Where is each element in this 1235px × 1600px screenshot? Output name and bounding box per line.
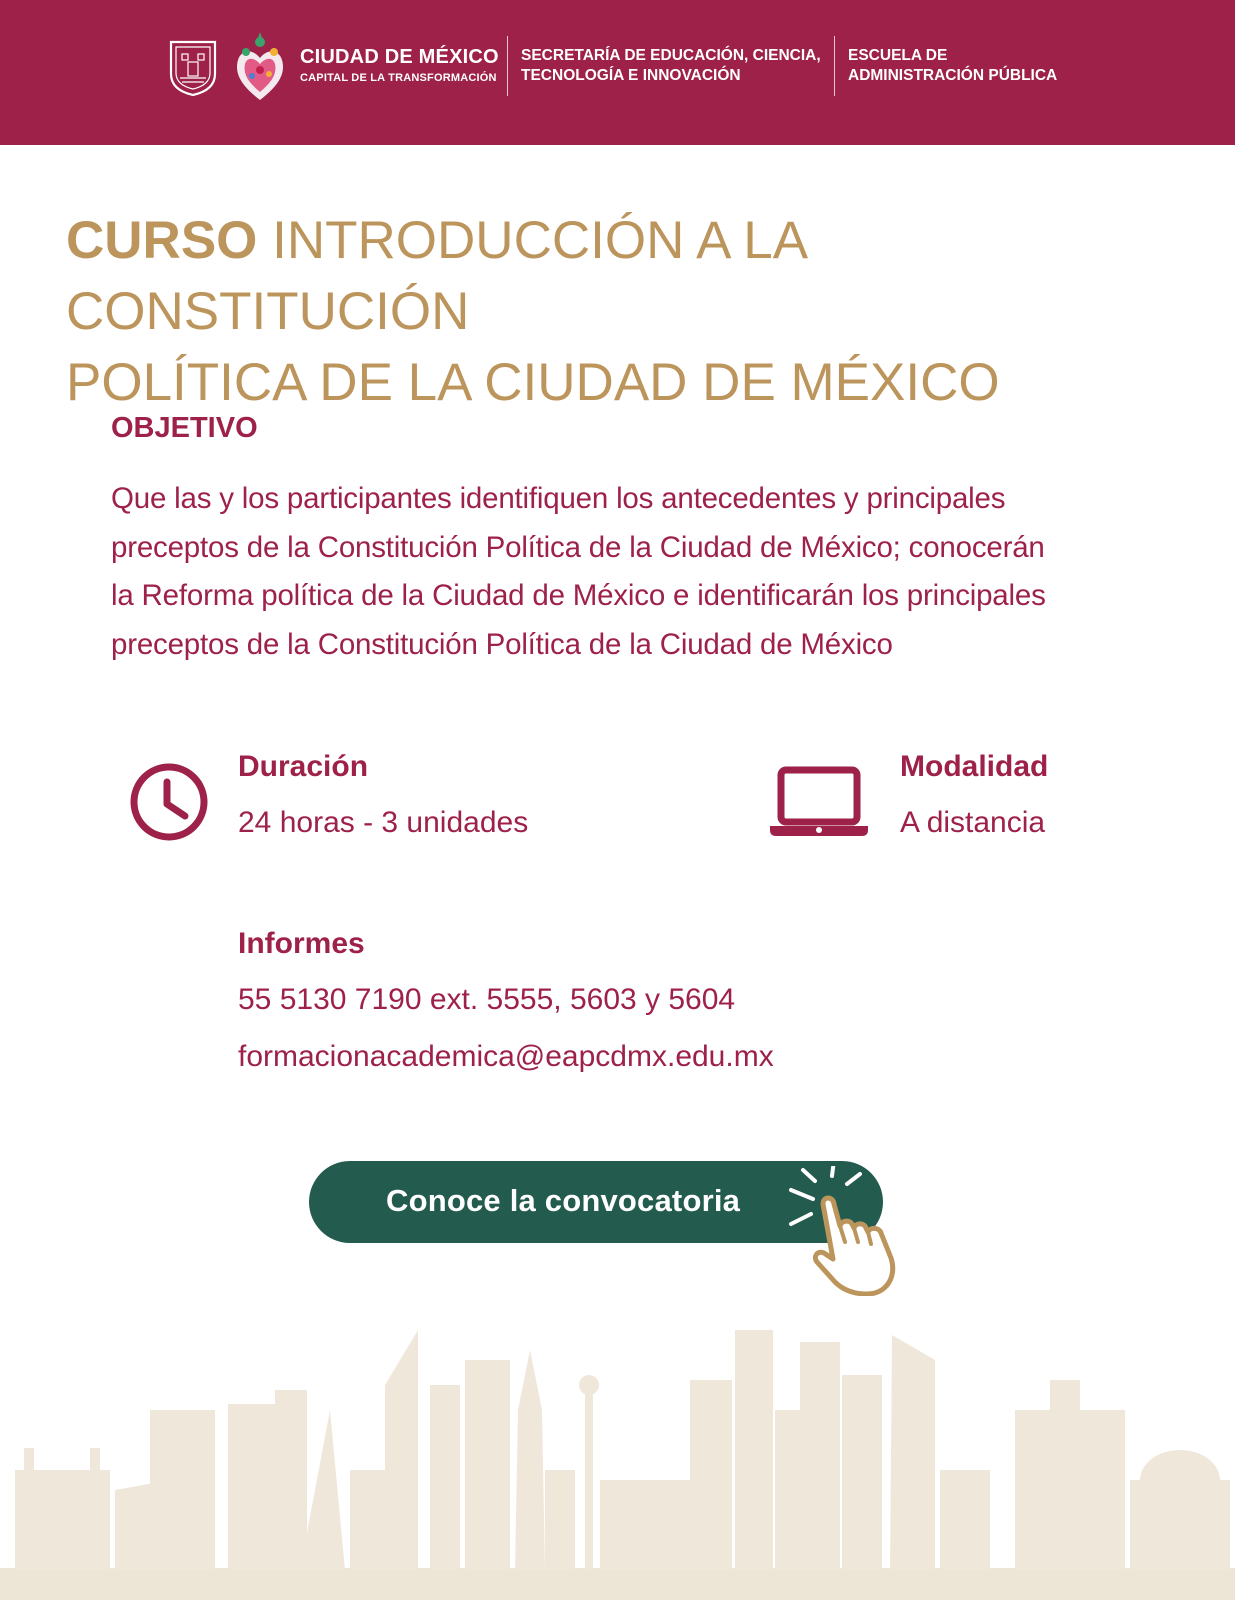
secretaria-line-1: SECRETARÍA DE EDUCACIÓN, CIENCIA, <box>521 47 821 64</box>
header-divider <box>834 36 835 96</box>
info-email[interactable]: formacionacademica@eapcdmx.edu.mx <box>238 1040 774 1073</box>
header-divider <box>507 36 508 96</box>
info-phone: 55 5130 7190 ext. 5555, 5603 y 5604 <box>238 983 736 1016</box>
heart-logo <box>232 30 288 102</box>
escuela-block <box>848 46 1057 86</box>
escuela-line-2: ADMINISTRACIÓN PÚBLICA <box>848 67 1058 84</box>
info-label: Informes <box>238 927 365 960</box>
modality-label: Modalidad <box>900 750 1049 783</box>
secretaria-block <box>521 46 821 86</box>
brand-subtitle: CAPITAL DE LA TRANSFORMACIÓN <box>300 72 497 84</box>
convocatoria-button-label: Conoce la convocatoria <box>386 1183 741 1218</box>
objective-line: la Reforma política de la Ciudad de México e identificarán los principales <box>111 579 1046 612</box>
escuela-line-1: ESCUELA DE <box>848 47 948 64</box>
course-title <box>66 205 1186 418</box>
header-bar <box>0 0 1235 145</box>
objective-line: preceptos de la Constitución Política de la Ciudad de México <box>111 627 893 661</box>
title-prefix: CURSO <box>66 211 258 270</box>
modality-value: A distancia <box>900 806 1046 839</box>
objective-line: Que las y los participantes identifiquen los antecedentes y principales <box>111 482 1006 515</box>
duration-value: 24 horas - 3 unidades <box>238 806 529 839</box>
duration-label: Duración <box>238 750 369 783</box>
pointing-hand-icon <box>787 1166 927 1296</box>
city-skyline-illustration <box>0 1330 1235 1600</box>
objective-line: preceptos de la Constitución Política de la Ciudad de México; conocerán <box>111 530 1045 564</box>
brand-block <box>300 46 499 84</box>
laptop-icon <box>770 766 868 840</box>
objective-text <box>111 475 1141 669</box>
cdmx-shield-logo <box>168 40 218 96</box>
title-line-2: POLÍTICA DE LA CIUDAD DE MÉXICO <box>66 353 1000 412</box>
secretaria-line-2: TECNOLOGÍA E INNOVACIÓN <box>521 67 741 84</box>
objective-heading: OBJETIVO <box>111 412 258 444</box>
brand-title: CIUDAD DE MÉXICO <box>300 46 499 68</box>
title-line-1: INTRODUCCIÓN A LA CONSTITUCIÓN <box>66 211 806 341</box>
clock-icon <box>129 762 209 842</box>
